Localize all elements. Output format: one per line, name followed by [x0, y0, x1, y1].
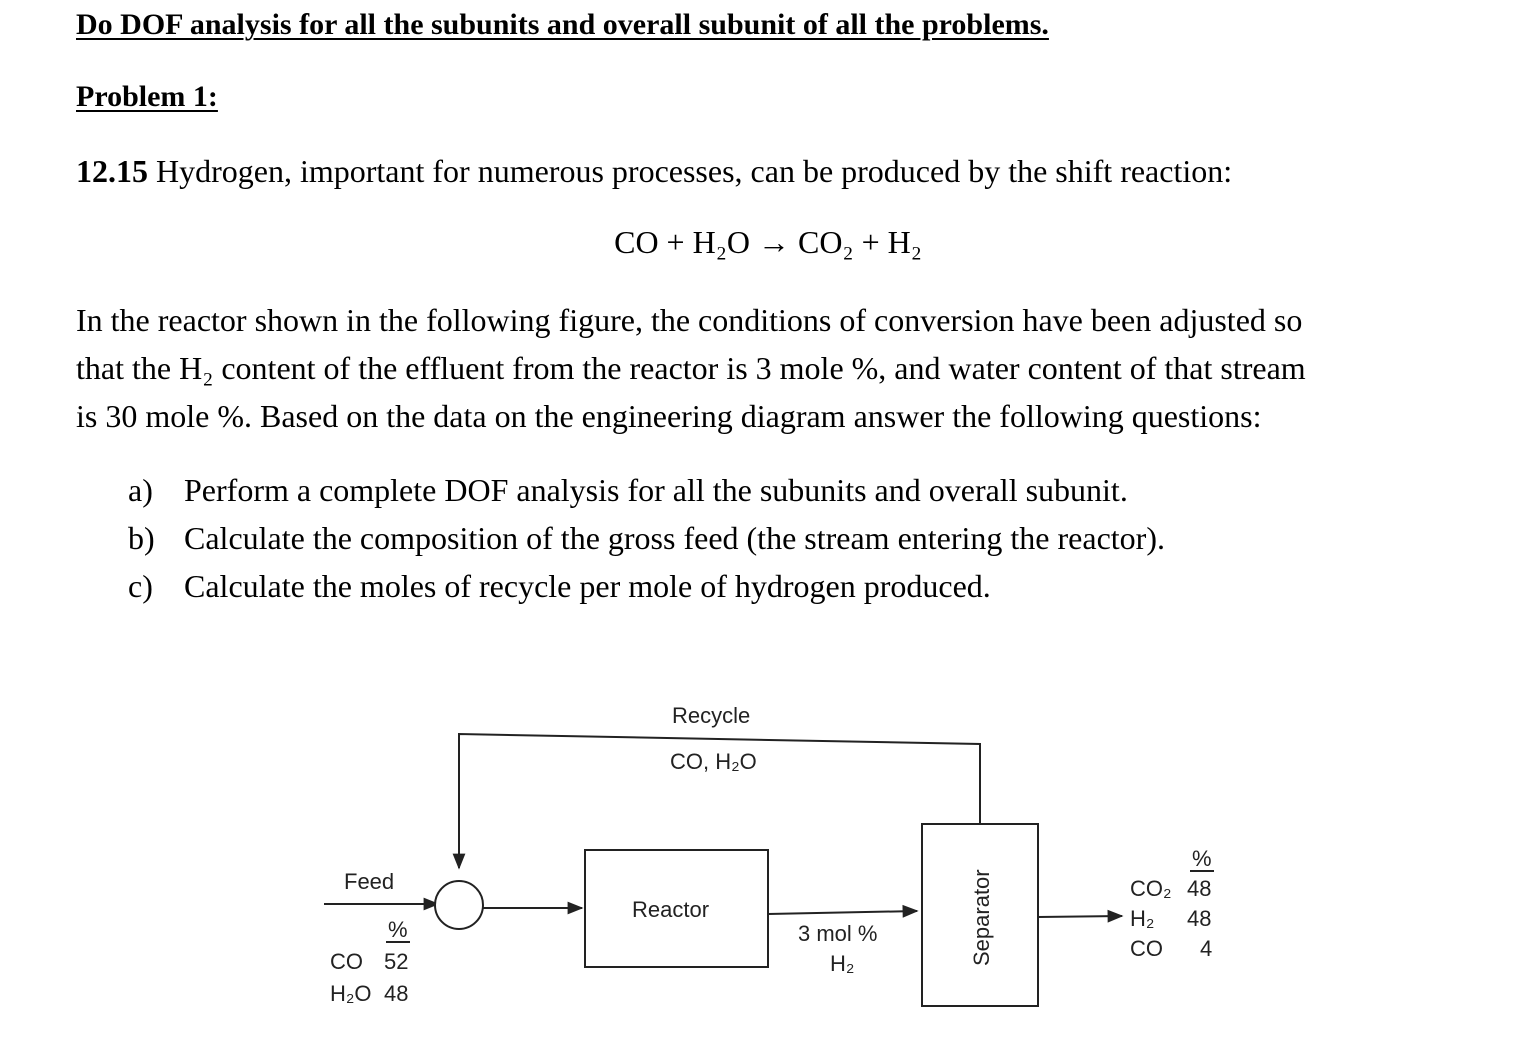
question-text: Calculate the composition of the gross feed (the stream entering the reactor).	[184, 520, 1165, 556]
question-item	[128, 466, 1165, 514]
product-row-species: CO₂	[1130, 876, 1172, 901]
question-label: a)	[128, 472, 153, 508]
equation-arrow-icon: →	[757, 224, 790, 260]
recycle-components: CO, H₂O	[670, 749, 757, 774]
reactor-effluent-line	[768, 911, 917, 914]
feed-row-species: CO	[330, 949, 363, 974]
reactor-label: Reactor	[632, 897, 710, 922]
equation-reactants: CO + H₂O	[614, 224, 750, 260]
problem-title: Problem 1:	[76, 80, 218, 113]
question-item	[128, 514, 1165, 562]
question-text: Perform a complete DOF analysis for all the subunits and overall subunit.	[184, 472, 1128, 508]
paragraph-line: In the reactor shown in the following figure, the conditions of conversion have been adjusted so	[76, 302, 1303, 338]
question-text: Calculate the moles of recycle per mole of hydrogen produced.	[184, 568, 991, 604]
question-item	[128, 562, 1165, 610]
product-row-value: 48	[1187, 876, 1212, 901]
product-row-species: H₂	[1130, 906, 1155, 931]
feed-row-value: 52	[384, 949, 409, 974]
question-label: b)	[128, 520, 155, 556]
recycle-label: Recycle	[672, 703, 751, 728]
product-row-species: CO	[1130, 936, 1163, 961]
reaction-equation	[0, 224, 1536, 261]
problem-intro-text: Hydrogen, important for numerous processes, can be produced by the shift reaction:	[148, 153, 1233, 189]
paragraph-line: that the H₂ content of the effluent from the reactor is 3 mole %, and water content of that stream	[76, 350, 1306, 386]
product-stream-line	[1038, 916, 1122, 917]
effluent-species: H₂	[830, 951, 855, 976]
feed-percent-header: %	[388, 917, 408, 942]
mixer-node	[435, 881, 483, 929]
question-label: c)	[128, 568, 153, 604]
feed-row-value: 48	[384, 981, 409, 1006]
assignment-heading: Do DOF analysis for all the subunits and overall subunit of all the problems.	[76, 8, 1049, 41]
effluent-composition: 3 mol %	[798, 921, 878, 946]
problem-number: 12.15	[76, 153, 148, 189]
equation-products: CO₂ + H₂	[797, 224, 922, 260]
process-flow-diagram	[300, 690, 1260, 1030]
problem-paragraph	[76, 296, 1476, 440]
question-list	[128, 466, 1165, 610]
separator-label: Separator	[969, 869, 994, 966]
problem-intro	[76, 153, 1232, 190]
product-row-value: 48	[1187, 906, 1212, 931]
product-row-value: 4	[1200, 936, 1213, 961]
feed-label: Feed	[344, 869, 395, 894]
product-percent-header: %	[1192, 846, 1212, 871]
feed-row-species: H₂O	[330, 981, 372, 1006]
paragraph-line: is 30 mole %. Based on the data on the engineering diagram answer the following questions:	[76, 398, 1262, 434]
